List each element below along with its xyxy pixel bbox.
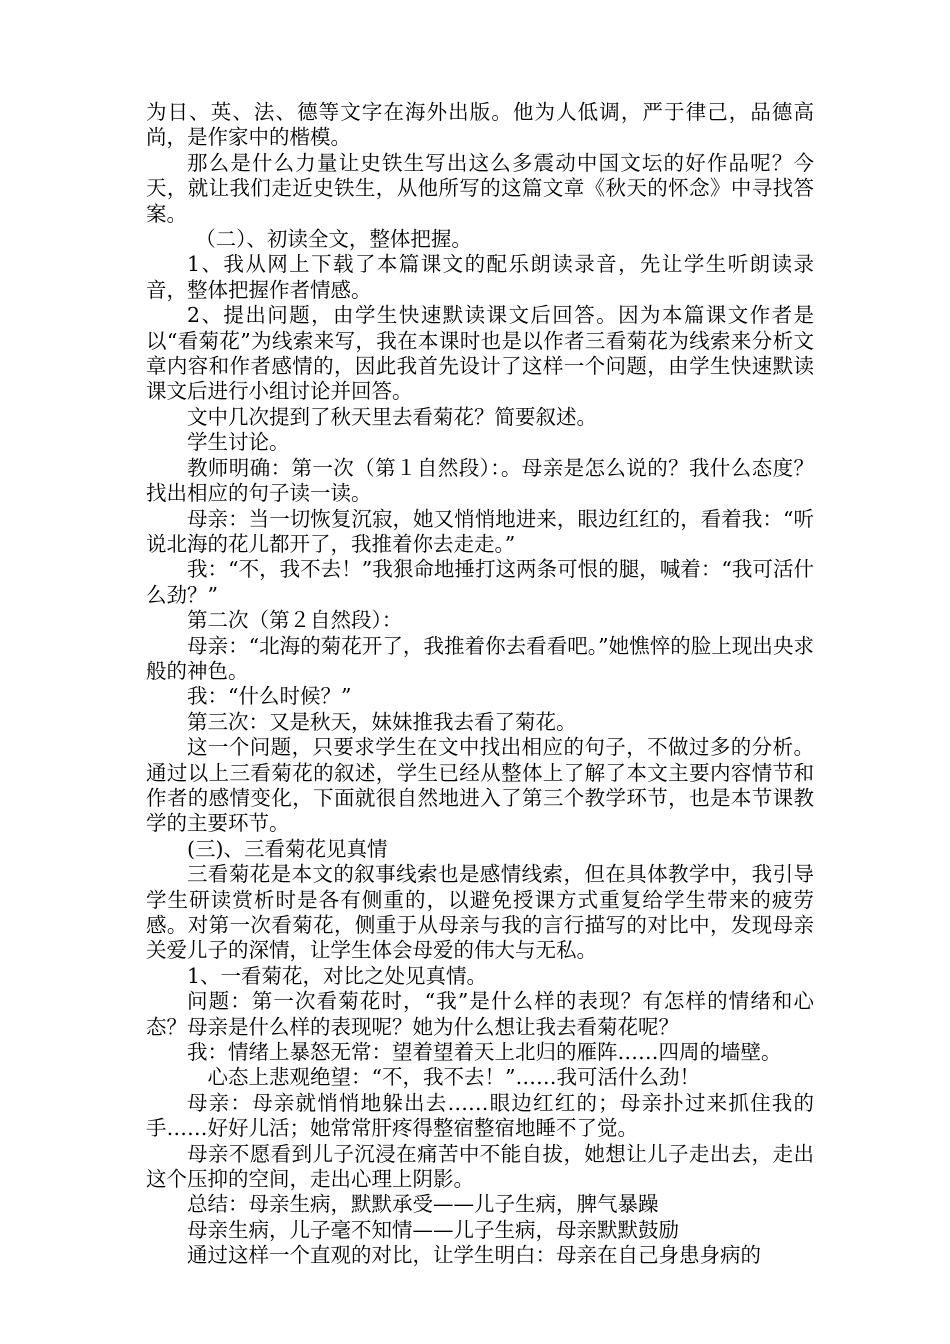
- document-page: [146, 100, 814, 1269]
- paragraph-discussion: 学生讨论。: [187, 430, 290, 455]
- paragraph-question: 文中几次提到了秋天里去看菊花？简要叙述。: [187, 404, 597, 429]
- paragraph-intro-continued: 为日、英、法、德等文字在海外出版。他为人低调，严于律己，品德高尚，是作家中的楷模。: [146, 100, 814, 150]
- paragraph-question-lead-in: 那么是什么力量让史铁生写出这么多震动中国文坛的好作品呢？今天，就让我们走近史铁生，从他所写的这篇文章《秋天的怀念》中寻找答案。: [146, 150, 814, 226]
- paragraph-clue: 三看菊花是本文的叙事线索也是感情线索，但在具体教学中，我引导学生研读赏析时是各有侧重的，以避免授课方式重复给学生带来的疲劳感。对第一次看菊花，侧重于从母亲与我的言行描写的对比中，发现母亲关爱儿子的深情，让学生体会母爱的伟大与无私。: [146, 862, 814, 963]
- paragraph-me-emotion: 我：情绪上暴怒无常：望着望着天上北归的雁阵……四周的墙壁。: [187, 1040, 782, 1065]
- paragraph-mother-wish: 母亲不愿看到儿子沉浸在痛苦中不能自拔，她想让儿子走出去，走出这个压抑的空间，走出心理上阴影。: [146, 1141, 814, 1192]
- paragraph-mother-quote-1: 母亲：当一切恢复沉寂，她又悄悄地进来，眼边红红的，看着我：“听说北海的花儿都开了，我推着你去走走。”: [146, 506, 814, 556]
- paragraph-conclusion: 通过这样一个直观的对比，让学生明白：母亲在自己身患身病的: [187, 1243, 761, 1268]
- paragraph-me-quote-2: 我：“什么时候？”: [187, 684, 352, 709]
- paragraph-mother-behavior: 母亲：母亲就悄悄地躲出去……眼边红红的；母亲扑过来抓住我的手……好好儿活；她常常肝疼得整宿整宿地睡不了觉。: [146, 1090, 814, 1141]
- paragraph-summary-2: 母亲生病，儿子毫不知情——儿子生病，母亲默默鼓励: [187, 1217, 679, 1242]
- paragraph-step-1: 1、我从网上下载了本篇课文的配乐朗读录音，先让学生听朗读录音，整体把握作者情感。: [146, 252, 814, 302]
- paragraph-second-time: 第二次（第２自然段）：: [187, 608, 403, 633]
- paragraph-question-2: 问题：第一次看菊花时，“我”是什么样的表现？有怎样的情绪和心态？母亲是什么样的表现呢？她为什么想让我去看菊花呢？: [146, 989, 814, 1039]
- paragraph-me-quote-1: 我：“不，我不去！”我狠命地捶打这两条可恨的腿，喊着：“我可活什么劲？”: [146, 557, 814, 607]
- paragraph-summary-1: 总结：母亲生病，默默承受——儿子生病，脾气暴躁: [187, 1192, 659, 1217]
- paragraph-third-time: 第三次：又是秋天，妹妹推我去看了菊花。: [187, 709, 577, 734]
- paragraph-teacher-first: 教师明确：第一次（第１自然段）：。母亲是怎么说的？我什么态度？找出相应的句子读一读。: [146, 455, 814, 506]
- paragraph-step-2: 2、提出问题，由学生快速默读课文后回答。因为本篇课文作者是以“看菊花”为线索来写，我在本课时也是以作者三看菊花为线索来分析文章内容和作者感情的，因此我首先设计了这样一个问题，由学生快速默读课文后进行小组讨论并回答。: [146, 303, 814, 404]
- paragraph-mother-quote-2: 母亲：“北海的菊花开了，我推着你去看看吧。”她憔悴的脸上现出央求般的神色。: [146, 633, 814, 683]
- paragraph-me-mindset: 心态上悲观绝望：“不，我不去！”……我可活什么劲！: [207, 1065, 700, 1090]
- section-heading-2: （二）、初读全文，整体把握。: [195, 227, 472, 252]
- section-heading-3: (三)、三看菊花见真情: [187, 836, 388, 861]
- paragraph-analysis: 这一个问题，只要求学生在文中找出相应的句子，不做过多的分析。通过以上三看菊花的叙述，学生已经从整体上了解了本文主要内容情节和作者的感情变化，下面就很自然地进入了第三个教学环节，也是本节课教学的主要环节。: [146, 735, 814, 836]
- paragraph-first-look: 1、一看菊花，对比之处见真情。: [187, 963, 488, 988]
